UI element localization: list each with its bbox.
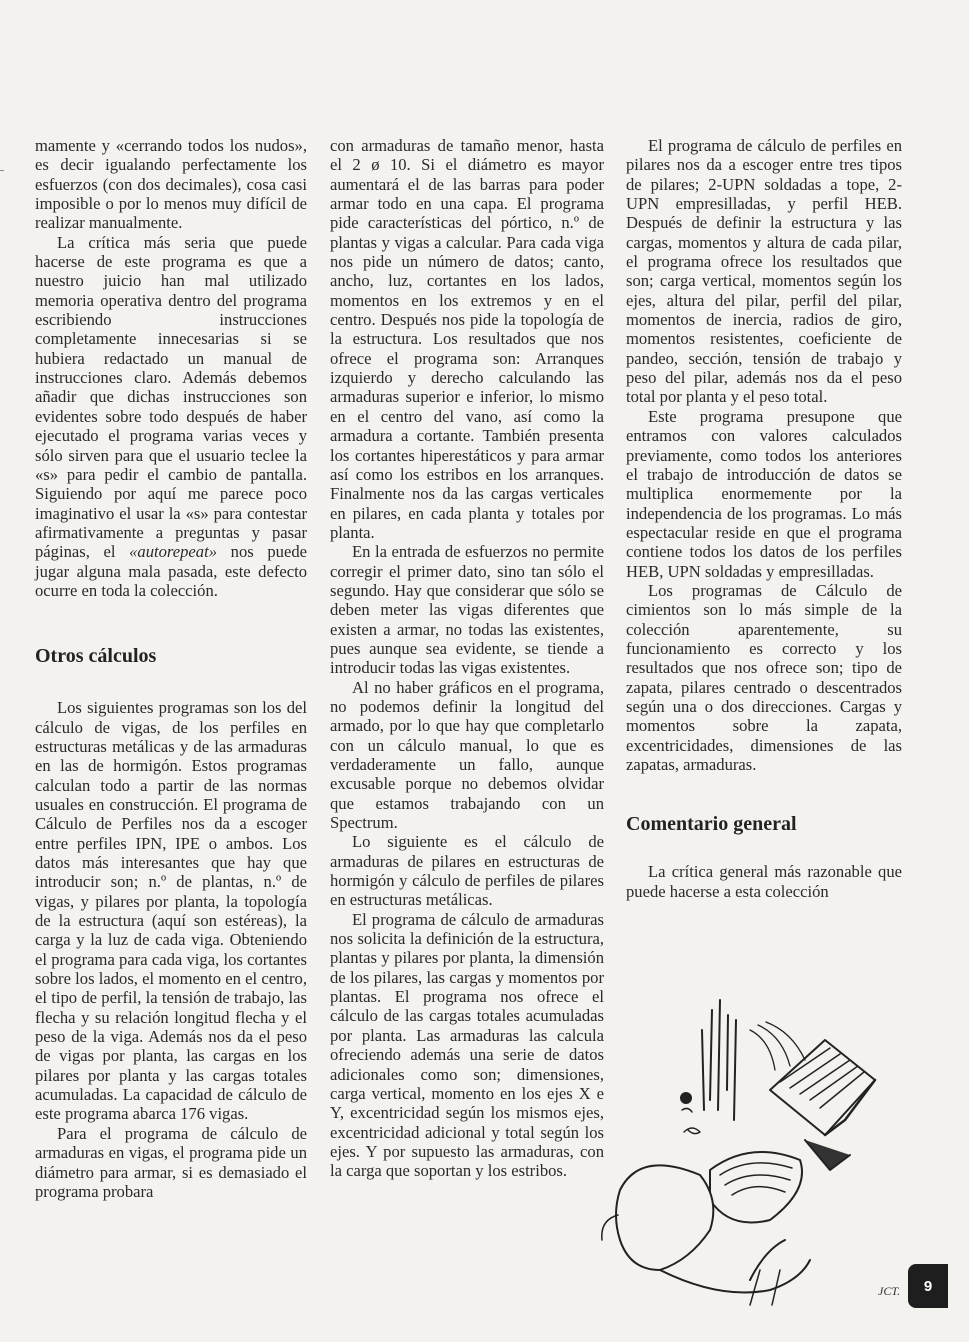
paragraph: con armaduras de tamaño menor, hasta el 2 ø 10. Si el diámetro es mayor aumentará el de las barras para poder armar todo en una capa. El programa pide características del pórtico, n.º de plantas y vigas a calcular. Para cada viga nos pide un número de datos; canto, ancho, luz, cortantes en los lados, momentos en los extremos y en el centro. Después nos pide la topología de la estructura. Los resultados que nos ofrece el programa son: Arranques izquierdo y derecho calculando las armaduras superior e inferior, lo mismo en el centro del vano, así como la armadura a cortante. También presenta los cortantes hiperestáticos y para armar así como los estribos en los arranques. Finalmente nos da las cargas verticales en pilares, en cada planta y totales por planta. (330, 136, 604, 542)
italic-term: «autorepeat» (129, 542, 217, 562)
paragraph (35, 233, 307, 601)
paragraph: Para el programa de cálculo de armaduras en vigas, el programa pide un diámetro para armar, si es demasiado el programa probara (35, 1123, 307, 1201)
section-heading-comentario-general: Comentario general (626, 813, 797, 836)
column-2 (330, 136, 604, 1181)
column-3 (626, 136, 902, 901)
paragraph: Al no haber gráficos en el programa, no podemos definir la longitud del armado, por lo que hay que completarlo con un cálculo manual, lo que es verdaderamente un fallo, aunque excusable porque no debemos olvidar que estamos trabajando con un Spectrum. (330, 677, 604, 833)
paragraph-text: La crítica más seria que puede hacerse de este programa es que a nuestro juicio han mal utilizado memoria operativa dentro del programa escribiendo instrucciones completamente innecesarias si se hubiera redactado un manual de instrucciones claro. Además debemos añadir que dichas instrucciones son evidentes sobre todo después de haber ejecutado el programa varias veces y sólo sirven para que el usuario teclee la «s» para pedir el cambio de pantalla. Siguiendo por aquí me parece poco imaginativo el usar la «s» para contestar afirmativamente a preguntas y pasar páginas, el (35, 232, 307, 562)
artist-signature: JCT. (878, 1284, 901, 1298)
page-number-badge: 9 (908, 1264, 948, 1308)
column-1 (35, 136, 307, 1201)
paragraph: En la entrada de esfuerzos no permite corregir el primer dato, sino tan sólo el segundo. Hay que considerar que sólo se deben meter las vigas diferentes que existen a armar, no todas las existentes, pues aunque sea evidente, se tiende a introducir todas las vigas existentes. (330, 542, 604, 678)
cartoon-illustration (600, 970, 910, 1310)
section-heading-otros-calculos: Otros cálculos (35, 645, 157, 668)
paragraph: Lo siguiente es el cálculo de armaduras de pilares en estructuras de hormigón y cálculo de perfiles de pilares en estructuras metálicas. (330, 832, 604, 910)
paragraph: Los programas de Cálculo de cimientos son lo más simple de la colección aparentemente, su funcionamiento es correcto y los resultados que nos ofrece son; tipo de zapata, pilares centrado o descentrados según una o dos direcciones. Cargas y momentos sobre la zapata, excentricidades, dimensiones de las zapatas, armaduras. (626, 580, 902, 774)
paragraph: mamente y «cerrando todos los nudos», es decir igualando perfectamente los esfuerzos (con dos decimales), cosa casi imposible o por lo menos muy difícil de realizar manualmente. (35, 136, 307, 233)
paragraph: La crítica general más razonable que puede hacerse a esta colección (626, 862, 902, 901)
margin-mark (0, 170, 4, 171)
paragraph: El programa de cálculo de armaduras nos solicita la definición de la estructura, plantas y pilares por planta, la dimensión de los pilares, las cargas y momentos por plantas. El programa nos ofrece el cálculo de las cargas totales acumuladas por planta. Las armaduras las calcula ofreciendo además una serie de datos adicionales como son; dimensiones, carga vertical, momento en los ejes X e Y, excentricidad según los mismos ejes, excentricidad adicional y total según los ejes. Y por supuesto las armaduras, con la carga que soportan y los estribos. (330, 909, 604, 1181)
paragraph: Los siguientes programas son los del cálculo de vigas, de los perfiles en estructuras metálicas y de las armaduras en las de hormigón. Estos programas calculan todo a partir de las normas usuales en construcción. El programa de Cálculo de Perfiles nos da a escoger entre perfiles IPN, IPE o ambos. Los datos más interesantes que hay que introducir son; n.º de plantas, n.º de vigas, y pilares por planta, la topología de la estructura (aquí son estéreas), la carga y la luz de cada viga. Obteniendo el programa para cada viga, los cortantes sobre los lados, el momento en el centro, el tipo de perfil, la tensión de trabajo, las flecha y su relación longitud flecha y el peso de la viga. Además nos da el peso de vigas por planta, las cargas en los pilares por planta y las cargas totales acumuladas. La capacidad de cálculo de este programa abarca 176 vigas. (35, 698, 307, 1124)
paragraph-text-end: nos puede jugar alguna mala pasada, este defecto ocurre en toda la colección. (35, 542, 307, 600)
paragraph: Este programa presupone que entramos con valores calculados previamente, como todos los anteriores el trabajo de introducción de datos se multiplica enormemente por la independencia de los programas. Lo más espectacular reside en que el programa contiene todos los datos de los perfiles HEB, UPN soldadas y empresilladas. (626, 406, 902, 581)
paragraph: El programa de cálculo de perfiles en pilares nos da a escoger entre tres tipos de pilares; 2-UPN soldadas a tope, 2-UPN empresilladas, y perfil HEB. Después de definir la estructura y las cargas, momentos y altura de cada pilar, el programa ofrece los resultados que son; carga vertical, momentos según los ejes, altura del pilar, perfil del pilar, momentos de inercia, radios de giro, momentos resistentes, coeficiente de pandeo, sección, tensión de trabajo y peso del pilar, además nos da el peso total por planta y el peso total. (626, 136, 902, 407)
